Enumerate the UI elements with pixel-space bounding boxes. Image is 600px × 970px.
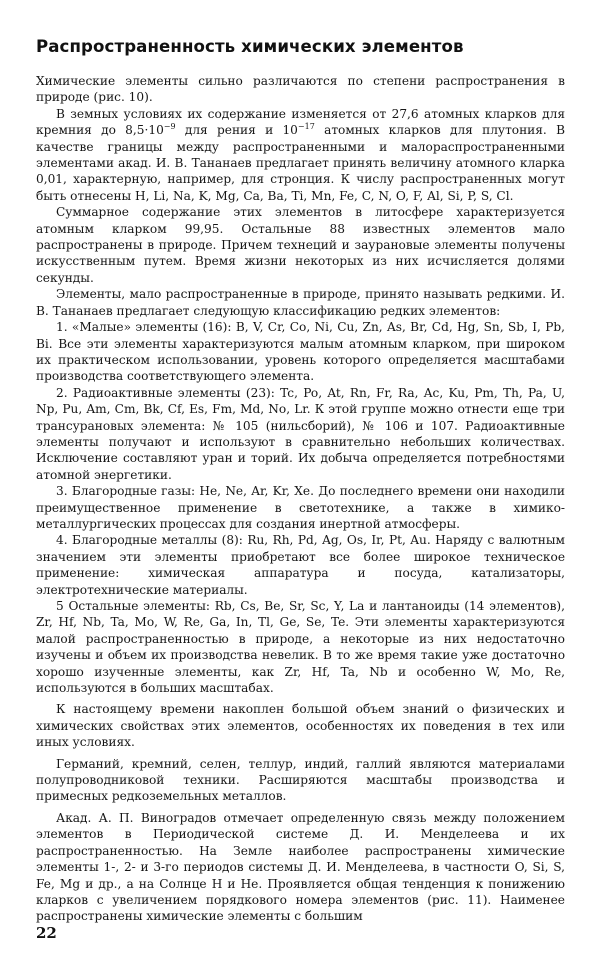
paragraph-earth-content-part-2: для рения и 10 [175, 123, 298, 138]
paragraph-earth-content-part-3: атомных кларков для плутония. В качестве границы между распространенными и малораспространенными элементами акад. И. В. Тананаев предлагает принять величину атомного кларка 0,01, характерную, например, для стронция. К числу распространенных могут быть отнесены H, Li, Na, K, Mg, Ca, Ba, Ti, Mn, Fe, C, N, O, F, Al, Si, P, S, Cl. [36, 123, 565, 203]
paragraph-radioactive-elements: 2. Радиоактивные элементы (23): Tc, Po, At, Rn, Fr, Ra, Ac, Ku, Pm, Th, Pa, U, Np, Pu, Am, Cm, Bk, Cf, Es, Fm, Md, No, Lr. К этой группе можно отнести еще три трансурановых элемента: № 105 (нильсборий), № 106 и 107. Радиоактивные элементы получают и используют в сравнительно небольших количествах. Исключение составляют уран и торий. Их добыча определяется потребностями атомной энергетики. [36, 385, 565, 482]
paragraph-vinogradov: Акад. А. П. Виноградов отмечает определенную связь между положением элементов в Периодической системе Д. И. Менделеева и их распространенностью. На Земле наиболее распространены химические элементы 1-, 2- и 3-го периодов системы Д. И. Менделеева, в частности O, Si, S, Fe, Mg и др., а на Солнце H и He. Проявляется общая тенденция к понижению кларков с увеличением порядкового номера элементов (рис. 11). Наименее распространены химические элементы с большим [36, 810, 565, 924]
section-heading: Распространенность химических элементов [36, 37, 464, 56]
paragraph-rare-elements: Элементы, мало распространенные в природе, принято называть редкими. И. В. Тананаев предлагает следующую классификацию редких элементов: [36, 287, 565, 318]
paragraph-knowledge: К настоящему времени накоплен большой объем знаний о физических и химических свойствах этих элементов, особенностях их поведения в тех или иных условиях. [36, 702, 565, 750]
paragraph-other-elements: 5 Остальные элементы: Rb, Cs, Be, Sr, Sc, Y, La и лантаноиды (14 элементов), Zr, Hf, Nb, Ta, Mo, W, Re, Ga, In, Tl, Ge, Se, Te. Эти элементы характеризуются малой распространенностью в природе, а некоторые из них недостаточно изучены и объем их производства невелик. В то же время такие уже достаточно хорошо изученные элементы, как Zr, Hf, Ta, Nb и особенно W, Mo, Re, используются в больших масштабах. [36, 599, 565, 696]
paragraph-noble-gases: 3. Благородные газы: He, Ne, Ar, Kr, Xe. До последнего времени они находили преимущественное применение в светотехнике, а также в химико-металлургических процессах для создания инертной атмосферы. [36, 484, 565, 531]
paragraph-earth-content-part-1: В земных условиях их содержание изменяется от 27,6 атомных кларков для кремния до 8,5·10 [36, 106, 565, 138]
paragraph-noble-metals: 4. Благородные металлы (8): Ru, Rh, Pd, Ag, Os, Ir, Pt, Au. Наряду с валютным значением эти элементы приобретают все более широкое техническое применение: химическая аппаратура и посуда, катализаторы, электротехнические материалы. [36, 533, 565, 597]
paragraph-total-content: Суммарное содержание этих элементов в литосфере характеризуется атомным кларком 99,95. Остальные 88 известных элементов мало распространены в природе. Причем технеций и заурановые элементы получены искусственным путем. Время жизни некоторых из них исчисляется долями секунды. [36, 205, 565, 285]
body-text [36, 73, 565, 925]
paragraph-semiconductors: Германий, кремний, селен, теллур, индий, галлий являются материалами полупроводниковой техники. Расширяются масштабы производства и примесных редкоземельных металлов. [36, 756, 565, 804]
exponent-plutonium: −17 [297, 122, 315, 132]
paragraph-minor-elements: 1. «Малые» элементы (16): B, V, Cr, Co, Ni, Cu, Zn, As, Br, Cd, Hg, Sn, Sb, I, Pb, Bi. Все эти элементы характеризуются малым атомным кларком, при широком их практическом использовании, уровень которого определяется масштабами производства соответствующего элемента. [36, 320, 565, 384]
page-number: 22 [36, 924, 57, 942]
paragraph-earth-content [36, 106, 565, 204]
exponent-rhenium: −9 [163, 122, 176, 132]
paragraph-intro: Химические элементы сильно различаются по степени распространения в природе (рис. 10). [36, 74, 565, 105]
